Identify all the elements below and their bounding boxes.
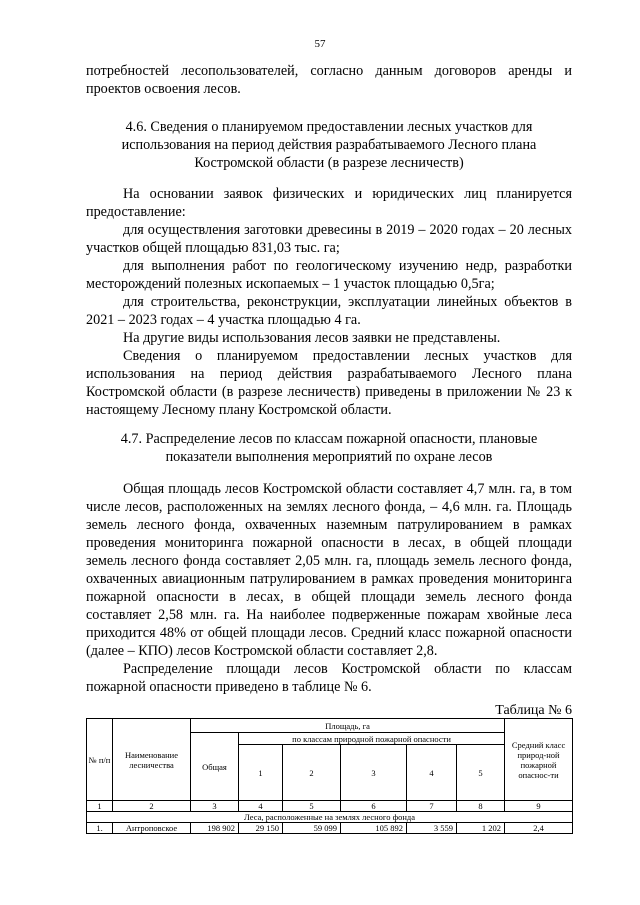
section-row: Леса, расположенные на землях лесного фонда (87, 812, 573, 823)
cell-class-4: 3 559 (407, 823, 457, 834)
paragraph: для выполнения работ по геологическому изучению недр, разработки месторождений полезных ископаемых – 1 участок площадью 0,5га; (86, 258, 572, 292)
table-row (87, 823, 573, 834)
header-class-1: 1 (239, 745, 283, 801)
header-class-4: 4 (407, 745, 457, 801)
cell-class-3: 105 892 (341, 823, 407, 834)
header-area: Площадь, га (191, 719, 505, 733)
fire-class-table (86, 718, 573, 834)
page-number: 57 (314, 38, 326, 50)
paragraph: На основании заявок физических и юридических лиц планируется предоставление: (86, 186, 572, 220)
header-total: Общая (191, 733, 239, 801)
col-number: 1 (87, 801, 113, 812)
section-heading-4-7: 4.7. Распределение лесов по классам пожарной опасности, плановые показатели выполнения мероприятий по охране лесов (120, 431, 538, 465)
section-body-4-7 (86, 480, 572, 696)
cell-avg-class: 2,4 (505, 823, 573, 834)
cell-class-5: 1 202 (457, 823, 505, 834)
col-number: 2 (113, 801, 191, 812)
header-name: Наименование лесничества (113, 719, 191, 801)
col-number: 4 (239, 801, 283, 812)
header-avg-class: Средний класс природ-ной пожарной опаснос-ти (505, 719, 573, 801)
cell-class-1: 29 150 (239, 823, 283, 834)
col-number: 6 (341, 801, 407, 812)
column-number-row (87, 801, 573, 812)
col-number: 7 (407, 801, 457, 812)
header-num: № п/п (87, 719, 113, 801)
cell-num: 1. (87, 823, 113, 834)
header-class-5: 5 (457, 745, 505, 801)
header-class-2: 2 (283, 745, 341, 801)
col-number: 9 (505, 801, 573, 812)
paragraph: для строительства, реконструкции, эксплуатации линейных объектов в 2021 – 2023 годах – 4 участка площадью 4 га. (86, 294, 572, 328)
cell-name: Антроповское (113, 823, 191, 834)
table-caption: Таблица № 6 (495, 703, 572, 718)
paragraph: Общая площадь лесов Костромской области составляет 4,7 млн. га, в том числе лесов, расположенных на землях лесного фонда, – 4,6 млн. га. Площадь земель лесного фонда, охваченных наземным патрулированием в рамках проведения мониторинга пожарной опасности в лесах, в общей площади земель лесного фонда составляет 2,05 млн. га, площадь земель лесного фонда, охваченных авиационным патрулированием в рамках проведения мониторинга пожарной опасности в лесах, в общей площади земель лесного фонда составляет 2,58 млн. га. На наиболее подверженные пожарам хвойные леса приходится 48% от общей площади лесов. Средний класс пожарной опасности (далее – КПО) лесов Костромской области составляет 2,8. (86, 481, 572, 659)
col-number: 3 (191, 801, 239, 812)
col-number: 5 (283, 801, 341, 812)
paragraph: для осуществления заготовки древесины в 2019 – 2020 годах – 20 лесных участков общей площадью 831,03 тыс. га; (86, 222, 572, 256)
paragraph: Сведения о планируемом предоставлении лесных участков для использования на период действия разрабатываемого Лесного плана Костромской области (в разрезе лесничеств) приведены в приложении № 23 к настоящему Лесному плану Костромской области. (86, 348, 572, 418)
col-number: 8 (457, 801, 505, 812)
top-paragraph: потребностей лесопользователей, согласно данным договоров аренды и проектов освоения лесов. (86, 63, 572, 97)
paragraph: На другие виды использования лесов заявки не представлены. (123, 330, 501, 346)
header-class-3: 3 (341, 745, 407, 801)
header-by-class: по классам природной пожарной опасности (239, 733, 505, 745)
cell-class-2: 59 099 (283, 823, 341, 834)
section-heading-4-6: 4.6. Сведения о планируемом предоставлении лесных участков для использования на период действия разрабатываемого Лесного плана Костромской области (в разрезе лесничеств) (121, 119, 537, 171)
paragraph: Распределение площади лесов Костромской области по классам пожарной опасности приведено в таблице № 6. (86, 661, 572, 695)
section-body-4-6 (86, 185, 572, 419)
cell-total: 198 902 (191, 823, 239, 834)
